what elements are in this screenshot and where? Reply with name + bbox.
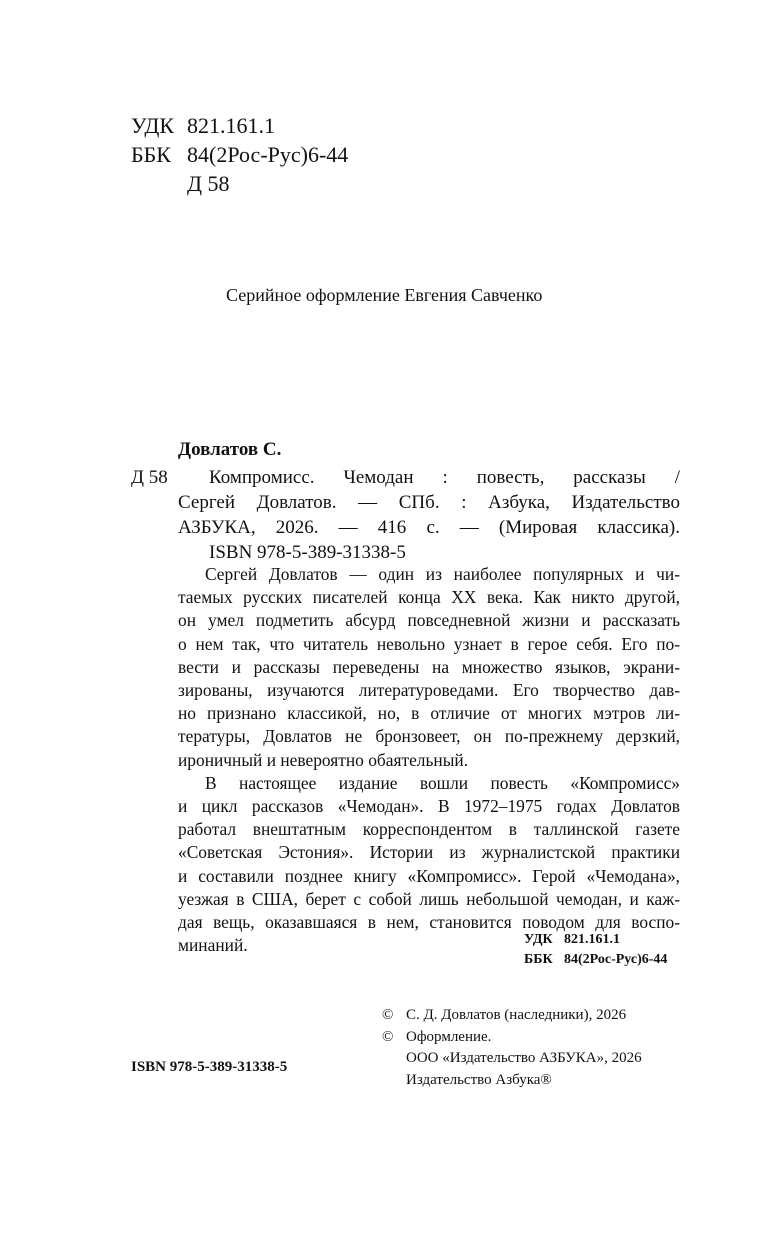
author-mark-line xyxy=(131,169,348,198)
classification-codes-small xyxy=(524,930,667,970)
bbk-label: ББК xyxy=(131,142,171,167)
copyright-text: ООО «Издательство АЗБУКА», 2026 xyxy=(406,1050,642,1066)
copyright-line xyxy=(382,1070,642,1092)
copyright-text: Оформление. xyxy=(406,1028,492,1045)
biblio-line: Сергей Довлатов. — СПб. : Азбука, Издательство xyxy=(178,492,680,513)
annotation-line: работал внештатным корреспондентом в таллинской газете xyxy=(178,819,680,840)
biblio-line: АЗБУКА, 2026. — 416 с. — (Мировая классика). xyxy=(178,517,680,538)
annotation-line: минаний. xyxy=(178,935,248,956)
udk-small-line xyxy=(524,930,667,950)
isbn-bottom: ISBN 978-5-389-31338-5 xyxy=(131,1059,288,1075)
annotation-line: зированы, изучаются литературоведами. Его творчество дав- xyxy=(178,680,680,701)
annotation-line: и составили позднее книгу «Компромисс». Герой «Чемодана», xyxy=(178,865,680,886)
biblio-line: Компромисс. Чемодан : повесть, рассказы / xyxy=(209,467,680,488)
udk-small-label: УДК xyxy=(524,932,553,947)
annotation-line: ироничный и невероятно обаятельный. xyxy=(178,749,469,770)
annotation-paragraph-1 xyxy=(178,563,680,772)
copyright-text: С. Д. Довлатов (наследники), 2026 xyxy=(406,1007,627,1023)
bbk-value: 84(2Рос-Рус)6-44 xyxy=(187,142,349,167)
udk-line xyxy=(131,111,348,140)
copyright-block xyxy=(382,1005,642,1091)
udk-label: УДК xyxy=(131,113,175,138)
annotation-line: уезжая в США, берет с собой лишь небольшой чемодан, и каж- xyxy=(178,888,680,909)
annotation-line: он умел подметить абсурд повседневной жизни и рассказать xyxy=(178,610,680,631)
copyright-symbol: © xyxy=(382,1007,394,1023)
isbn-line: ISBN 978-5-389-31338-5 xyxy=(209,542,406,563)
bbk-line xyxy=(131,140,348,169)
annotation-line: таемых русских писателей конца XX века. Как никто другой, xyxy=(178,587,680,608)
annotation-line: тературы, Довлатов не бронзовеет, он по-прежнему дерзкий, xyxy=(178,726,680,747)
author-mark: Д 58 xyxy=(187,171,230,196)
annotation-line: но признано классикой, но, в отличие от многих мэтров ли- xyxy=(178,703,680,724)
bbk-small-value: 84(2Рос-Рус)6-44 xyxy=(564,952,668,967)
annotation-line: В настоящее издание вошли повесть «Компромисс» xyxy=(205,772,680,793)
copyright-line xyxy=(382,1048,642,1070)
series-design-credit: Серийное оформление Евгения Савченко xyxy=(226,285,543,305)
author-mark-code: Д 58 xyxy=(131,467,168,488)
copyright-line xyxy=(382,1027,642,1049)
bbk-small-line xyxy=(524,950,667,970)
annotation-line: о нем так, что читатель невольно узнает в герое себя. Его по- xyxy=(178,633,680,654)
copyright-line xyxy=(382,1005,642,1027)
udk-value: 821.161.1 xyxy=(187,113,275,138)
author-heading: Довлатов С. xyxy=(178,439,282,460)
annotation-line: Сергей Довлатов — один из наиболее популярных и чи- xyxy=(205,564,680,584)
annotation-line: вести и рассказы переведены на множество языков, экрани- xyxy=(178,656,680,677)
bbk-small-label: ББК xyxy=(524,952,553,967)
copyright-text: Издательство Азбука® xyxy=(406,1071,552,1088)
annotation-line: и цикл рассказов «Чемодан». В 1972–1975 годах Довлатов xyxy=(178,796,680,817)
bibliographic-description xyxy=(178,465,680,565)
annotation-line: дая вещь, оказавшаяся в нем, становится поводом для воспо- xyxy=(178,912,680,933)
catalog-codes xyxy=(131,111,348,198)
copyright-symbol: © xyxy=(382,1028,394,1045)
udk-small-value: 821.161.1 xyxy=(564,932,620,947)
annotation-line: «Советская Эстония». Истории из журналистской практики xyxy=(178,842,680,863)
annotation xyxy=(178,563,680,957)
